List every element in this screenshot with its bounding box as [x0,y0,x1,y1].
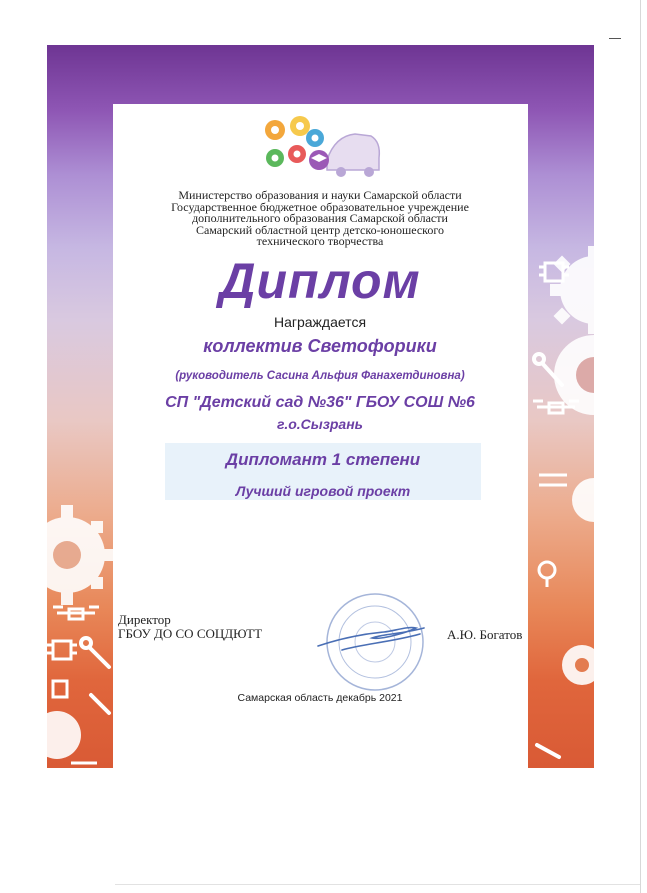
lightbulb-icon [539,562,555,587]
recipient-name: коллектив Светофорики [203,336,437,356]
city-name: г.о.Сызрань [277,416,363,432]
graduation-cap-icon [309,150,329,170]
scan-mark [609,38,621,39]
awarded-label: Награждается [273,314,367,330]
wrench-icon [81,638,109,667]
drone-icon [53,607,99,619]
ministry-line: Государственное бюджетное образовательное учреждение [171,199,469,214]
lightbulb-icon [290,116,310,136]
diploma-title: Диплом [219,253,421,309]
official-stamp [312,588,438,696]
scan-bottom-line [115,884,640,885]
center-logo [257,114,385,182]
organization-name: СП "Детский сад №36" ГБОУ СОШ №6 [165,394,475,411]
microchip-icon [53,681,67,697]
signer-position-line: Директор [118,612,171,627]
wrench-icon [537,745,559,757]
gear-icon [265,120,285,140]
car-icon [327,134,379,177]
leader-line: (руководитель Сасина Альфия Фанахетдиновна) [175,370,465,382]
award-nomination: Лучший игровой проект [235,483,411,499]
gear-icon [562,645,594,685]
award-degree: Дипломант 1 степени [225,450,421,469]
gear-icon [266,149,284,167]
drone-icon [539,475,567,485]
gear-icon [572,478,594,522]
gear-icon [306,129,324,147]
microchip-icon [47,641,77,659]
signer-name: А.Ю. Богатов [447,627,523,642]
gear-icon [288,145,306,163]
gear-icon [550,246,594,334]
signer-position [118,613,262,641]
microchip-icon [539,263,569,281]
signature-scribble [318,628,424,650]
signer-position-line: ГБОУ ДО СО СОЦДЮТТ [118,626,263,641]
ministry-line: дополнительного образования Самарской области [192,211,448,225]
gear-icon [47,505,117,605]
scan-edge-line [640,0,641,893]
ministry-line: Министерство образования и науки Самарской области [178,188,462,202]
gear-icon [47,711,81,759]
footer-place-date: Самарская область декабрь 2021 [237,692,403,704]
ministry-line: Самарский областной центр детско-юношеского [195,222,445,237]
ministry-line: технического творчества [256,234,384,248]
ministry-header [120,190,520,248]
